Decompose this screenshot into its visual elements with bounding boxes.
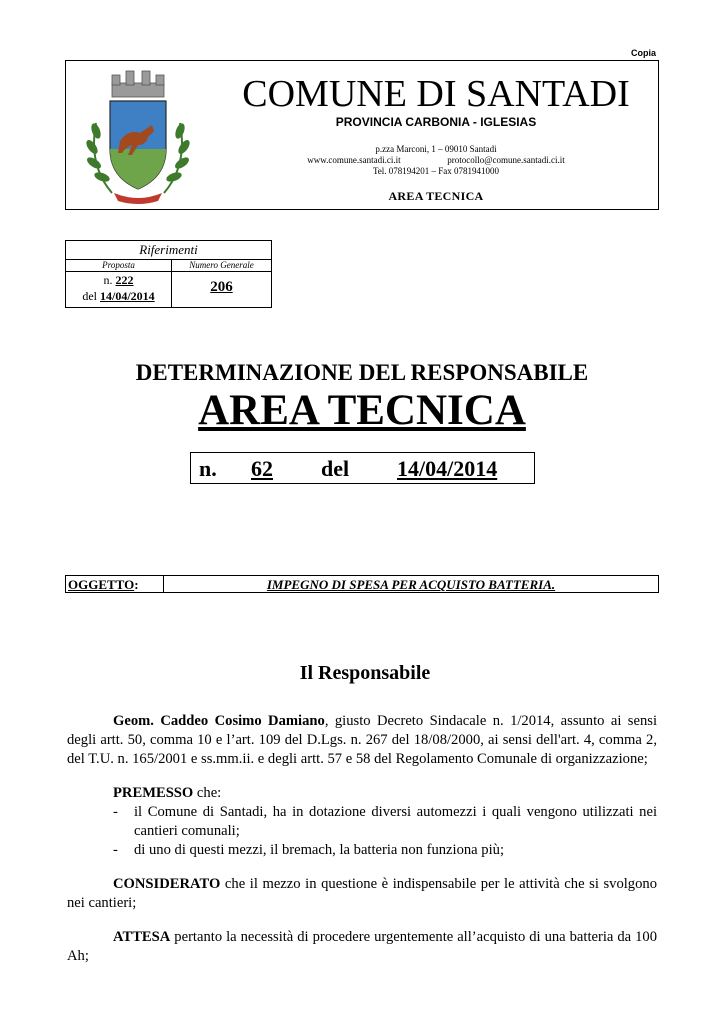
phone-fax: Tel. 078194201 – Fax 0781941000: [372, 166, 500, 176]
province-name: PROVINCIA CARBONIA - IGLESIAS: [335, 115, 537, 129]
office-area: AREA TECNICA: [388, 189, 484, 203]
determination-number: 62: [251, 456, 273, 481]
list-item: - di uno di questi mezzi, il bremach, la batteria non funziona più;: [113, 842, 505, 858]
crest-icon: [82, 65, 194, 205]
proposal-number: 222: [115, 273, 134, 287]
document-area-title: AREA TECNICA: [198, 387, 526, 434]
address: p.zza Marconi, 1 – 09010 Santadi: [375, 144, 497, 154]
letterhead: [65, 60, 659, 210]
section-heading: Il Responsabile: [299, 662, 431, 684]
proposal-date-prefix: del: [82, 289, 97, 303]
date-label: del: [321, 456, 350, 481]
proposal-column-header: Proposta: [66, 259, 171, 272]
determination-date: 14/04/2014: [397, 456, 498, 481]
general-number: 206: [210, 279, 233, 295]
website-link[interactable]: www.comune.santadi.ci.it: [307, 155, 401, 165]
determination-number-box: [190, 452, 535, 484]
email-link[interactable]: protocollo@comune.santadi.ci.it: [447, 155, 565, 165]
responsible-name: Geom. Caddeo Cosimo Damiano: [113, 713, 325, 729]
references-title: Riferimenti: [66, 241, 271, 260]
list-item: - il Comune di Santadi, ha in dotazione diversi automezzi i quali vengono utilizzati nei cantieri comunali;: [113, 804, 657, 839]
references-table: [65, 240, 272, 308]
general-number-column-header: Numero Generale: [172, 259, 271, 272]
paragraph-attesa: ATTESA pertanto la necessità di procedere urgentemente all’acquisto di una batteria da 100 Ah;: [67, 929, 657, 964]
document-title: DETERMINAZIONE DEL RESPONSABILE: [135, 360, 589, 385]
subject-label: OGGETTO:: [68, 577, 139, 592]
proposal-number-prefix: n.: [103, 273, 113, 287]
subject-row: [65, 575, 659, 593]
paragraph-premesso: PREMESSO che:: [113, 785, 222, 801]
number-label: n.: [199, 456, 217, 481]
copy-label: Copia: [630, 48, 656, 58]
municipality-name: COMUNE DI SANTADI: [242, 73, 630, 115]
subject-value: IMPEGNO DI SPESA PER ACQUISTO BATTERIA.: [266, 577, 556, 592]
paragraph-considerato: CONSIDERATO che il mezzo in questione è indispensabile per le attività che si svolgono nei cantieri;: [67, 876, 657, 911]
paragraph-responsible: Geom. Caddeo Cosimo Damiano, giusto Decreto Sindacale n. 1/2014, assunto ai sensi degli artt. 50, comma 10 e l’art. 109 del D.Lgs. n. 267 del 18/08/2000, ai sensi dell'art. 4, comma 2, del T.U. n. 165/2001 e ss.mm.ii. e degli artt. 57 e 58 del Regolamento Comunale di organizzazione;: [67, 713, 657, 767]
document-body: [67, 712, 657, 966]
proposal-date: 14/04/2014: [100, 289, 155, 303]
proposal-cell: [66, 272, 171, 304]
